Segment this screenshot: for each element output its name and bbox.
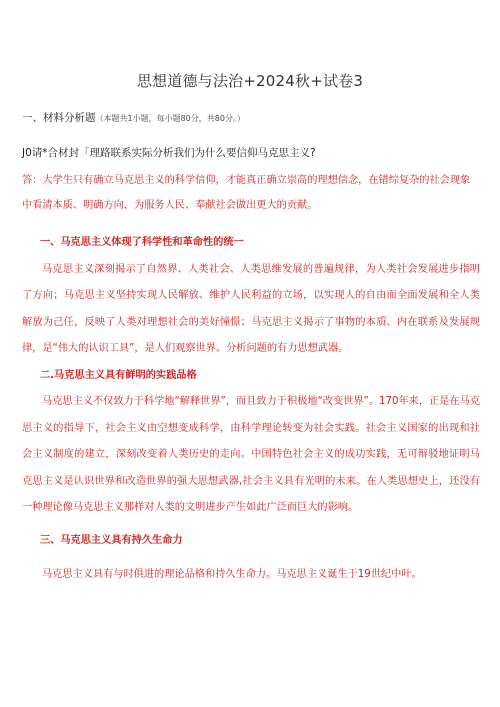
block-heading-2: 二.马克思主义具有鲜明的实践品格: [40, 369, 197, 381]
answer-text: 答：大学生只有确立马克思主义的科学信仰，才能真正确立崇高的理想信念，在错综复杂的社会现象中看清本质、明确方向，为服务人民、奉献社会做出更大的贡献。: [22, 175, 471, 211]
block-text-1: 马克思主义深刻揭示了自然界、人类社会、人类思维发展的普遍规律，为人类社会发展进步指明了方向；马克思主义坚持实现人民解放、维护人民利益的立场，以实现人的自由而全面发展和全人类解放为己任，反映了人类对理想社会的美好憧憬；马克思主义揭示了事物的本质、内在联系及发展规律，是“伟大的认识工具”，是人们观察世界、分析问题的有力思想武器。: [22, 263, 480, 354]
section-title: 一、材料分析题: [22, 112, 96, 124]
section-heading: [22, 110, 245, 125]
question-text: J0请*合材封「理路联系实际分析我们为什么要信仰马克思主义?: [22, 147, 316, 159]
answer-body: [22, 230, 480, 589]
block-heading-3: 三、马克思主义具有持久生命力: [40, 534, 183, 546]
block-text-2: 马克思主义不仅致力于科学地“解释世界”，而且致力于积极地“改变世界”。170年来，正是在马克思主义的指导下，社会主义由空想变成科学，由科学理论转变为社会实践。社会主义国家的出现和社会主义制度的建立，深刻改变着人类历史的走向。中国特色社会主义的成功实践，无可辩驳地证明马克思主义是认识世界和改造世界的强大思想武器,社会主义具有光明的未来。在人类思想史上，还没有一种理论像马克思主义那样对人类的文明进步产生如此广泛而巨大的影响。: [22, 396, 480, 513]
block-heading-1: 一、马克思主义体现了科学性和革命性的统一: [40, 237, 244, 248]
section-note: （本题共1小题，每小题80分，共80分。）: [95, 114, 245, 123]
page-title: 思想道德与法治+2024秋+试卷3: [136, 72, 364, 90]
block-text-3: 马克思主义具有与时俱进的理论品格和持久生命力。马克思主义诞生于19世纪中叶。: [42, 569, 422, 580]
